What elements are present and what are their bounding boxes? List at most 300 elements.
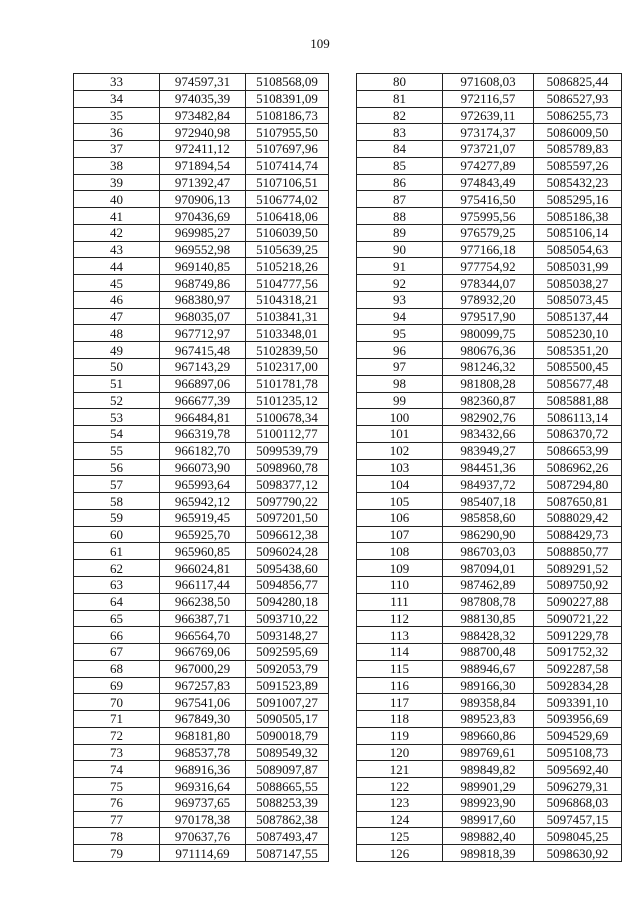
point-number-cell: 89: [357, 224, 443, 241]
y-coordinate-cell: 5107414,74: [246, 157, 329, 174]
point-number-cell: 96: [357, 342, 443, 359]
y-coordinate-cell: 5087294,80: [534, 476, 622, 493]
point-number-cell: 50: [74, 359, 160, 376]
y-coordinate-cell: 5085230,10: [534, 325, 622, 342]
y-coordinate-cell: 5098960,78: [246, 459, 329, 476]
y-coordinate-cell: 5103348,01: [246, 325, 329, 342]
x-coordinate-cell: 968380,97: [160, 291, 246, 308]
x-coordinate-cell: 965960,85: [160, 543, 246, 560]
table-row: [74, 141, 329, 158]
point-number-cell: 42: [74, 224, 160, 241]
x-coordinate-cell: 966387,71: [160, 610, 246, 627]
y-coordinate-cell: 5088029,42: [534, 509, 622, 526]
table-row: [74, 342, 329, 359]
x-coordinate-cell: 989769,61: [443, 744, 534, 761]
point-number-cell: 86: [357, 174, 443, 191]
table-row: [357, 660, 622, 677]
point-number-cell: 98: [357, 375, 443, 392]
x-coordinate-cell: 986290,90: [443, 526, 534, 543]
x-coordinate-cell: 973482,84: [160, 107, 246, 124]
point-number-cell: 61: [74, 543, 160, 560]
point-number-cell: 90: [357, 241, 443, 258]
x-coordinate-cell: 970178,38: [160, 811, 246, 828]
point-number-cell: 47: [74, 308, 160, 325]
x-coordinate-cell: 967415,48: [160, 342, 246, 359]
point-number-cell: 59: [74, 509, 160, 526]
point-number-cell: 37: [74, 141, 160, 158]
point-number-cell: 51: [74, 375, 160, 392]
table-row: [357, 224, 622, 241]
table-row: [74, 258, 329, 275]
y-coordinate-cell: 5085500,45: [534, 359, 622, 376]
y-coordinate-cell: 5085351,20: [534, 342, 622, 359]
y-coordinate-cell: 5097457,15: [534, 811, 622, 828]
point-number-cell: 36: [74, 124, 160, 141]
x-coordinate-cell: 965942,12: [160, 493, 246, 510]
point-number-cell: 117: [357, 694, 443, 711]
point-number-cell: 125: [357, 828, 443, 845]
point-number-cell: 112: [357, 610, 443, 627]
point-number-cell: 126: [357, 845, 443, 862]
point-number-cell: 34: [74, 90, 160, 107]
y-coordinate-cell: 5086825,44: [534, 74, 622, 91]
table-row: [357, 442, 622, 459]
table-row: [74, 509, 329, 526]
y-coordinate-cell: 5097201,50: [246, 509, 329, 526]
point-number-cell: 92: [357, 275, 443, 292]
table-row: [74, 761, 329, 778]
coordinates-table-right: [356, 73, 622, 862]
table-row: [74, 107, 329, 124]
point-number-cell: 97: [357, 359, 443, 376]
table-row: [74, 325, 329, 342]
point-number-cell: 48: [74, 325, 160, 342]
table-row: [357, 174, 622, 191]
point-number-cell: 119: [357, 727, 443, 744]
x-coordinate-cell: 986703,03: [443, 543, 534, 560]
point-number-cell: 70: [74, 694, 160, 711]
y-coordinate-cell: 5086113,14: [534, 409, 622, 426]
table-row: [357, 342, 622, 359]
point-number-cell: 53: [74, 409, 160, 426]
point-number-cell: 116: [357, 677, 443, 694]
x-coordinate-cell: 971114,69: [160, 845, 246, 862]
table-row: [74, 610, 329, 627]
x-coordinate-cell: 968916,36: [160, 761, 246, 778]
x-coordinate-cell: 967143,29: [160, 359, 246, 376]
table-row: [74, 476, 329, 493]
table-row: [357, 493, 622, 510]
table-row: [357, 610, 622, 627]
table-row: [357, 141, 622, 158]
x-coordinate-cell: 980099,75: [443, 325, 534, 342]
table-row: [357, 375, 622, 392]
point-number-cell: 107: [357, 526, 443, 543]
point-number-cell: 60: [74, 526, 160, 543]
y-coordinate-cell: 5085031,99: [534, 258, 622, 275]
y-coordinate-cell: 5095438,60: [246, 560, 329, 577]
point-number-cell: 118: [357, 711, 443, 728]
x-coordinate-cell: 979517,90: [443, 308, 534, 325]
x-coordinate-cell: 967712,97: [160, 325, 246, 342]
point-number-cell: 40: [74, 191, 160, 208]
y-coordinate-cell: 5093148,27: [246, 627, 329, 644]
table-row: [74, 157, 329, 174]
x-coordinate-cell: 966564,70: [160, 627, 246, 644]
point-number-cell: 84: [357, 141, 443, 158]
x-coordinate-cell: 966238,50: [160, 593, 246, 610]
point-number-cell: 71: [74, 711, 160, 728]
table-row: [74, 576, 329, 593]
y-coordinate-cell: 5085106,14: [534, 224, 622, 241]
x-coordinate-cell: 968181,80: [160, 727, 246, 744]
table-row: [74, 426, 329, 443]
table-row: [74, 711, 329, 728]
point-number-cell: 100: [357, 409, 443, 426]
point-number-cell: 39: [74, 174, 160, 191]
y-coordinate-cell: 5088665,55: [246, 778, 329, 795]
coordinates-table-left: [73, 73, 329, 862]
y-coordinate-cell: 5100678,34: [246, 409, 329, 426]
x-coordinate-cell: 974035,39: [160, 90, 246, 107]
table-row: [357, 560, 622, 577]
x-coordinate-cell: 966182,70: [160, 442, 246, 459]
table-row: [357, 711, 622, 728]
y-coordinate-cell: 5085432,23: [534, 174, 622, 191]
table-row: [357, 794, 622, 811]
y-coordinate-cell: 5094280,18: [246, 593, 329, 610]
y-coordinate-cell: 5089549,32: [246, 744, 329, 761]
y-coordinate-cell: 5097790,22: [246, 493, 329, 510]
y-coordinate-cell: 5105639,25: [246, 241, 329, 258]
x-coordinate-cell: 983949,27: [443, 442, 534, 459]
point-number-cell: 79: [74, 845, 160, 862]
x-coordinate-cell: 975995,56: [443, 208, 534, 225]
x-coordinate-cell: 989523,83: [443, 711, 534, 728]
x-coordinate-cell: 966319,78: [160, 426, 246, 443]
x-coordinate-cell: 989849,82: [443, 761, 534, 778]
x-coordinate-cell: 967541,06: [160, 694, 246, 711]
point-number-cell: 109: [357, 560, 443, 577]
y-coordinate-cell: 5086962,26: [534, 459, 622, 476]
y-coordinate-cell: 5087147,55: [246, 845, 329, 862]
table-row: [74, 191, 329, 208]
x-coordinate-cell: 965925,70: [160, 526, 246, 543]
point-number-cell: 64: [74, 593, 160, 610]
x-coordinate-cell: 984451,36: [443, 459, 534, 476]
point-number-cell: 82: [357, 107, 443, 124]
table-row: [74, 660, 329, 677]
table-row: [74, 124, 329, 141]
point-number-cell: 76: [74, 794, 160, 811]
x-coordinate-cell: 969140,85: [160, 258, 246, 275]
x-coordinate-cell: 970436,69: [160, 208, 246, 225]
table-row: [74, 224, 329, 241]
x-coordinate-cell: 974277,89: [443, 157, 534, 174]
y-coordinate-cell: 5085137,44: [534, 308, 622, 325]
table-row: [74, 174, 329, 191]
point-number-cell: 35: [74, 107, 160, 124]
y-coordinate-cell: 5087862,38: [246, 811, 329, 828]
point-number-cell: 46: [74, 291, 160, 308]
table-row: [74, 727, 329, 744]
y-coordinate-cell: 5092053,79: [246, 660, 329, 677]
table-row: [74, 778, 329, 795]
point-number-cell: 44: [74, 258, 160, 275]
x-coordinate-cell: 967257,83: [160, 677, 246, 694]
table-row: [357, 392, 622, 409]
x-coordinate-cell: 976579,25: [443, 224, 534, 241]
table-row: [357, 811, 622, 828]
y-coordinate-cell: 5088429,73: [534, 526, 622, 543]
x-coordinate-cell: 985407,18: [443, 493, 534, 510]
x-coordinate-cell: 969316,64: [160, 778, 246, 795]
table-row: [357, 627, 622, 644]
y-coordinate-cell: 5087493,47: [246, 828, 329, 845]
table-row: [357, 761, 622, 778]
point-number-cell: 105: [357, 493, 443, 510]
x-coordinate-cell: 969737,65: [160, 794, 246, 811]
point-number-cell: 77: [74, 811, 160, 828]
point-number-cell: 66: [74, 627, 160, 644]
point-number-cell: 95: [357, 325, 443, 342]
y-coordinate-cell: 5085597,26: [534, 157, 622, 174]
point-number-cell: 111: [357, 593, 443, 610]
table-row: [74, 241, 329, 258]
y-coordinate-cell: 5102839,50: [246, 342, 329, 359]
x-coordinate-cell: 988946,67: [443, 660, 534, 677]
x-coordinate-cell: 987808,78: [443, 593, 534, 610]
x-coordinate-cell: 968035,07: [160, 308, 246, 325]
point-number-cell: 81: [357, 90, 443, 107]
x-coordinate-cell: 971392,47: [160, 174, 246, 191]
table-row: [357, 845, 622, 862]
y-coordinate-cell: 5100112,77: [246, 426, 329, 443]
table-row: [357, 828, 622, 845]
point-number-cell: 41: [74, 208, 160, 225]
y-coordinate-cell: 5085677,48: [534, 375, 622, 392]
y-coordinate-cell: 5098377,12: [246, 476, 329, 493]
table-row: [357, 677, 622, 694]
x-coordinate-cell: 982360,87: [443, 392, 534, 409]
y-coordinate-cell: 5101235,12: [246, 392, 329, 409]
point-number-cell: 52: [74, 392, 160, 409]
x-coordinate-cell: 977754,92: [443, 258, 534, 275]
y-coordinate-cell: 5106039,50: [246, 224, 329, 241]
y-coordinate-cell: 5105218,26: [246, 258, 329, 275]
x-coordinate-cell: 987462,89: [443, 576, 534, 593]
table-row: [357, 426, 622, 443]
x-coordinate-cell: 975416,50: [443, 191, 534, 208]
x-coordinate-cell: 967849,30: [160, 711, 246, 728]
point-number-cell: 69: [74, 677, 160, 694]
y-coordinate-cell: 5090018,79: [246, 727, 329, 744]
y-coordinate-cell: 5093956,69: [534, 711, 622, 728]
table-row: [357, 576, 622, 593]
table-row: [74, 593, 329, 610]
y-coordinate-cell: 5096868,03: [534, 794, 622, 811]
point-number-cell: 72: [74, 727, 160, 744]
table-row: [74, 627, 329, 644]
table-row: [74, 644, 329, 661]
point-number-cell: 103: [357, 459, 443, 476]
x-coordinate-cell: 989882,40: [443, 828, 534, 845]
y-coordinate-cell: 5108391,09: [246, 90, 329, 107]
table-row: [74, 409, 329, 426]
y-coordinate-cell: 5091007,27: [246, 694, 329, 711]
x-coordinate-cell: 983432,66: [443, 426, 534, 443]
y-coordinate-cell: 5095108,73: [534, 744, 622, 761]
point-number-cell: 38: [74, 157, 160, 174]
y-coordinate-cell: 5094529,69: [534, 727, 622, 744]
table-row: [74, 560, 329, 577]
table-row: [357, 241, 622, 258]
table-row: [74, 744, 329, 761]
y-coordinate-cell: 5086009,50: [534, 124, 622, 141]
x-coordinate-cell: 974597,31: [160, 74, 246, 91]
x-coordinate-cell: 988130,85: [443, 610, 534, 627]
table-row: [357, 359, 622, 376]
table-row: [74, 794, 329, 811]
point-number-cell: 91: [357, 258, 443, 275]
x-coordinate-cell: 965919,45: [160, 509, 246, 526]
x-coordinate-cell: 989917,60: [443, 811, 534, 828]
table-row: [357, 543, 622, 560]
x-coordinate-cell: 984937,72: [443, 476, 534, 493]
y-coordinate-cell: 5088253,39: [246, 794, 329, 811]
point-number-cell: 88: [357, 208, 443, 225]
y-coordinate-cell: 5089750,92: [534, 576, 622, 593]
x-coordinate-cell: 989660,86: [443, 727, 534, 744]
point-number-cell: 80: [357, 74, 443, 91]
point-number-cell: 49: [74, 342, 160, 359]
x-coordinate-cell: 982902,76: [443, 409, 534, 426]
y-coordinate-cell: 5093710,22: [246, 610, 329, 627]
table-row: [74, 459, 329, 476]
table-row: [74, 677, 329, 694]
x-coordinate-cell: 989818,39: [443, 845, 534, 862]
table-row: [357, 409, 622, 426]
point-number-cell: 123: [357, 794, 443, 811]
table-row: [74, 90, 329, 107]
table-row: [74, 208, 329, 225]
point-number-cell: 85: [357, 157, 443, 174]
point-number-cell: 43: [74, 241, 160, 258]
y-coordinate-cell: 5086653,99: [534, 442, 622, 459]
table-row: [357, 593, 622, 610]
point-number-cell: 68: [74, 660, 160, 677]
table-row: [357, 778, 622, 795]
y-coordinate-cell: 5098630,92: [534, 845, 622, 862]
x-coordinate-cell: 972411,12: [160, 141, 246, 158]
y-coordinate-cell: 5086255,73: [534, 107, 622, 124]
table-row: [74, 694, 329, 711]
y-coordinate-cell: 5085186,38: [534, 208, 622, 225]
point-number-cell: 65: [74, 610, 160, 627]
point-number-cell: 115: [357, 660, 443, 677]
y-coordinate-cell: 5086370,72: [534, 426, 622, 443]
table-row: [357, 694, 622, 711]
table-row: [357, 509, 622, 526]
table-row: [74, 308, 329, 325]
y-coordinate-cell: 5094856,77: [246, 576, 329, 593]
y-coordinate-cell: 5103841,31: [246, 308, 329, 325]
table-row: [357, 191, 622, 208]
x-coordinate-cell: 967000,29: [160, 660, 246, 677]
y-coordinate-cell: 5088850,77: [534, 543, 622, 560]
y-coordinate-cell: 5090227,88: [534, 593, 622, 610]
table-row: [74, 359, 329, 376]
point-number-cell: 56: [74, 459, 160, 476]
y-coordinate-cell: 5085881,88: [534, 392, 622, 409]
x-coordinate-cell: 977166,18: [443, 241, 534, 258]
table-row: [74, 828, 329, 845]
table-row: [74, 392, 329, 409]
y-coordinate-cell: 5085073,45: [534, 291, 622, 308]
point-number-cell: 124: [357, 811, 443, 828]
point-number-cell: 110: [357, 576, 443, 593]
x-coordinate-cell: 966677,39: [160, 392, 246, 409]
x-coordinate-cell: 968537,78: [160, 744, 246, 761]
x-coordinate-cell: 989923,90: [443, 794, 534, 811]
table-row: [74, 291, 329, 308]
y-coordinate-cell: 5092834,28: [534, 677, 622, 694]
table-row: [74, 74, 329, 91]
y-coordinate-cell: 5091523,89: [246, 677, 329, 694]
point-number-cell: 120: [357, 744, 443, 761]
x-coordinate-cell: 978932,20: [443, 291, 534, 308]
y-coordinate-cell: 5099539,79: [246, 442, 329, 459]
table-row: [74, 811, 329, 828]
table-row: [74, 543, 329, 560]
y-coordinate-cell: 5106418,06: [246, 208, 329, 225]
y-coordinate-cell: 5107106,51: [246, 174, 329, 191]
point-number-cell: 122: [357, 778, 443, 795]
x-coordinate-cell: 987094,01: [443, 560, 534, 577]
table-row: [357, 644, 622, 661]
x-coordinate-cell: 973721,07: [443, 141, 534, 158]
point-number-cell: 121: [357, 761, 443, 778]
point-number-cell: 73: [74, 744, 160, 761]
y-coordinate-cell: 5106774,02: [246, 191, 329, 208]
point-number-cell: 101: [357, 426, 443, 443]
y-coordinate-cell: 5104777,56: [246, 275, 329, 292]
x-coordinate-cell: 989358,84: [443, 694, 534, 711]
table-row: [357, 157, 622, 174]
point-number-cell: 74: [74, 761, 160, 778]
x-coordinate-cell: 980676,36: [443, 342, 534, 359]
x-coordinate-cell: 989901,29: [443, 778, 534, 795]
point-number-cell: 108: [357, 543, 443, 560]
x-coordinate-cell: 969985,27: [160, 224, 246, 241]
point-number-cell: 57: [74, 476, 160, 493]
point-number-cell: 54: [74, 426, 160, 443]
x-coordinate-cell: 971608,03: [443, 74, 534, 91]
table-row: [357, 208, 622, 225]
point-number-cell: 104: [357, 476, 443, 493]
point-number-cell: 62: [74, 560, 160, 577]
y-coordinate-cell: 5096024,28: [246, 543, 329, 560]
point-number-cell: 33: [74, 74, 160, 91]
y-coordinate-cell: 5108186,73: [246, 107, 329, 124]
point-number-cell: 113: [357, 627, 443, 644]
y-coordinate-cell: 5108568,09: [246, 74, 329, 91]
page-number: 109: [310, 36, 330, 51]
y-coordinate-cell: 5107697,96: [246, 141, 329, 158]
table-row: [357, 107, 622, 124]
x-coordinate-cell: 965993,64: [160, 476, 246, 493]
point-number-cell: 94: [357, 308, 443, 325]
